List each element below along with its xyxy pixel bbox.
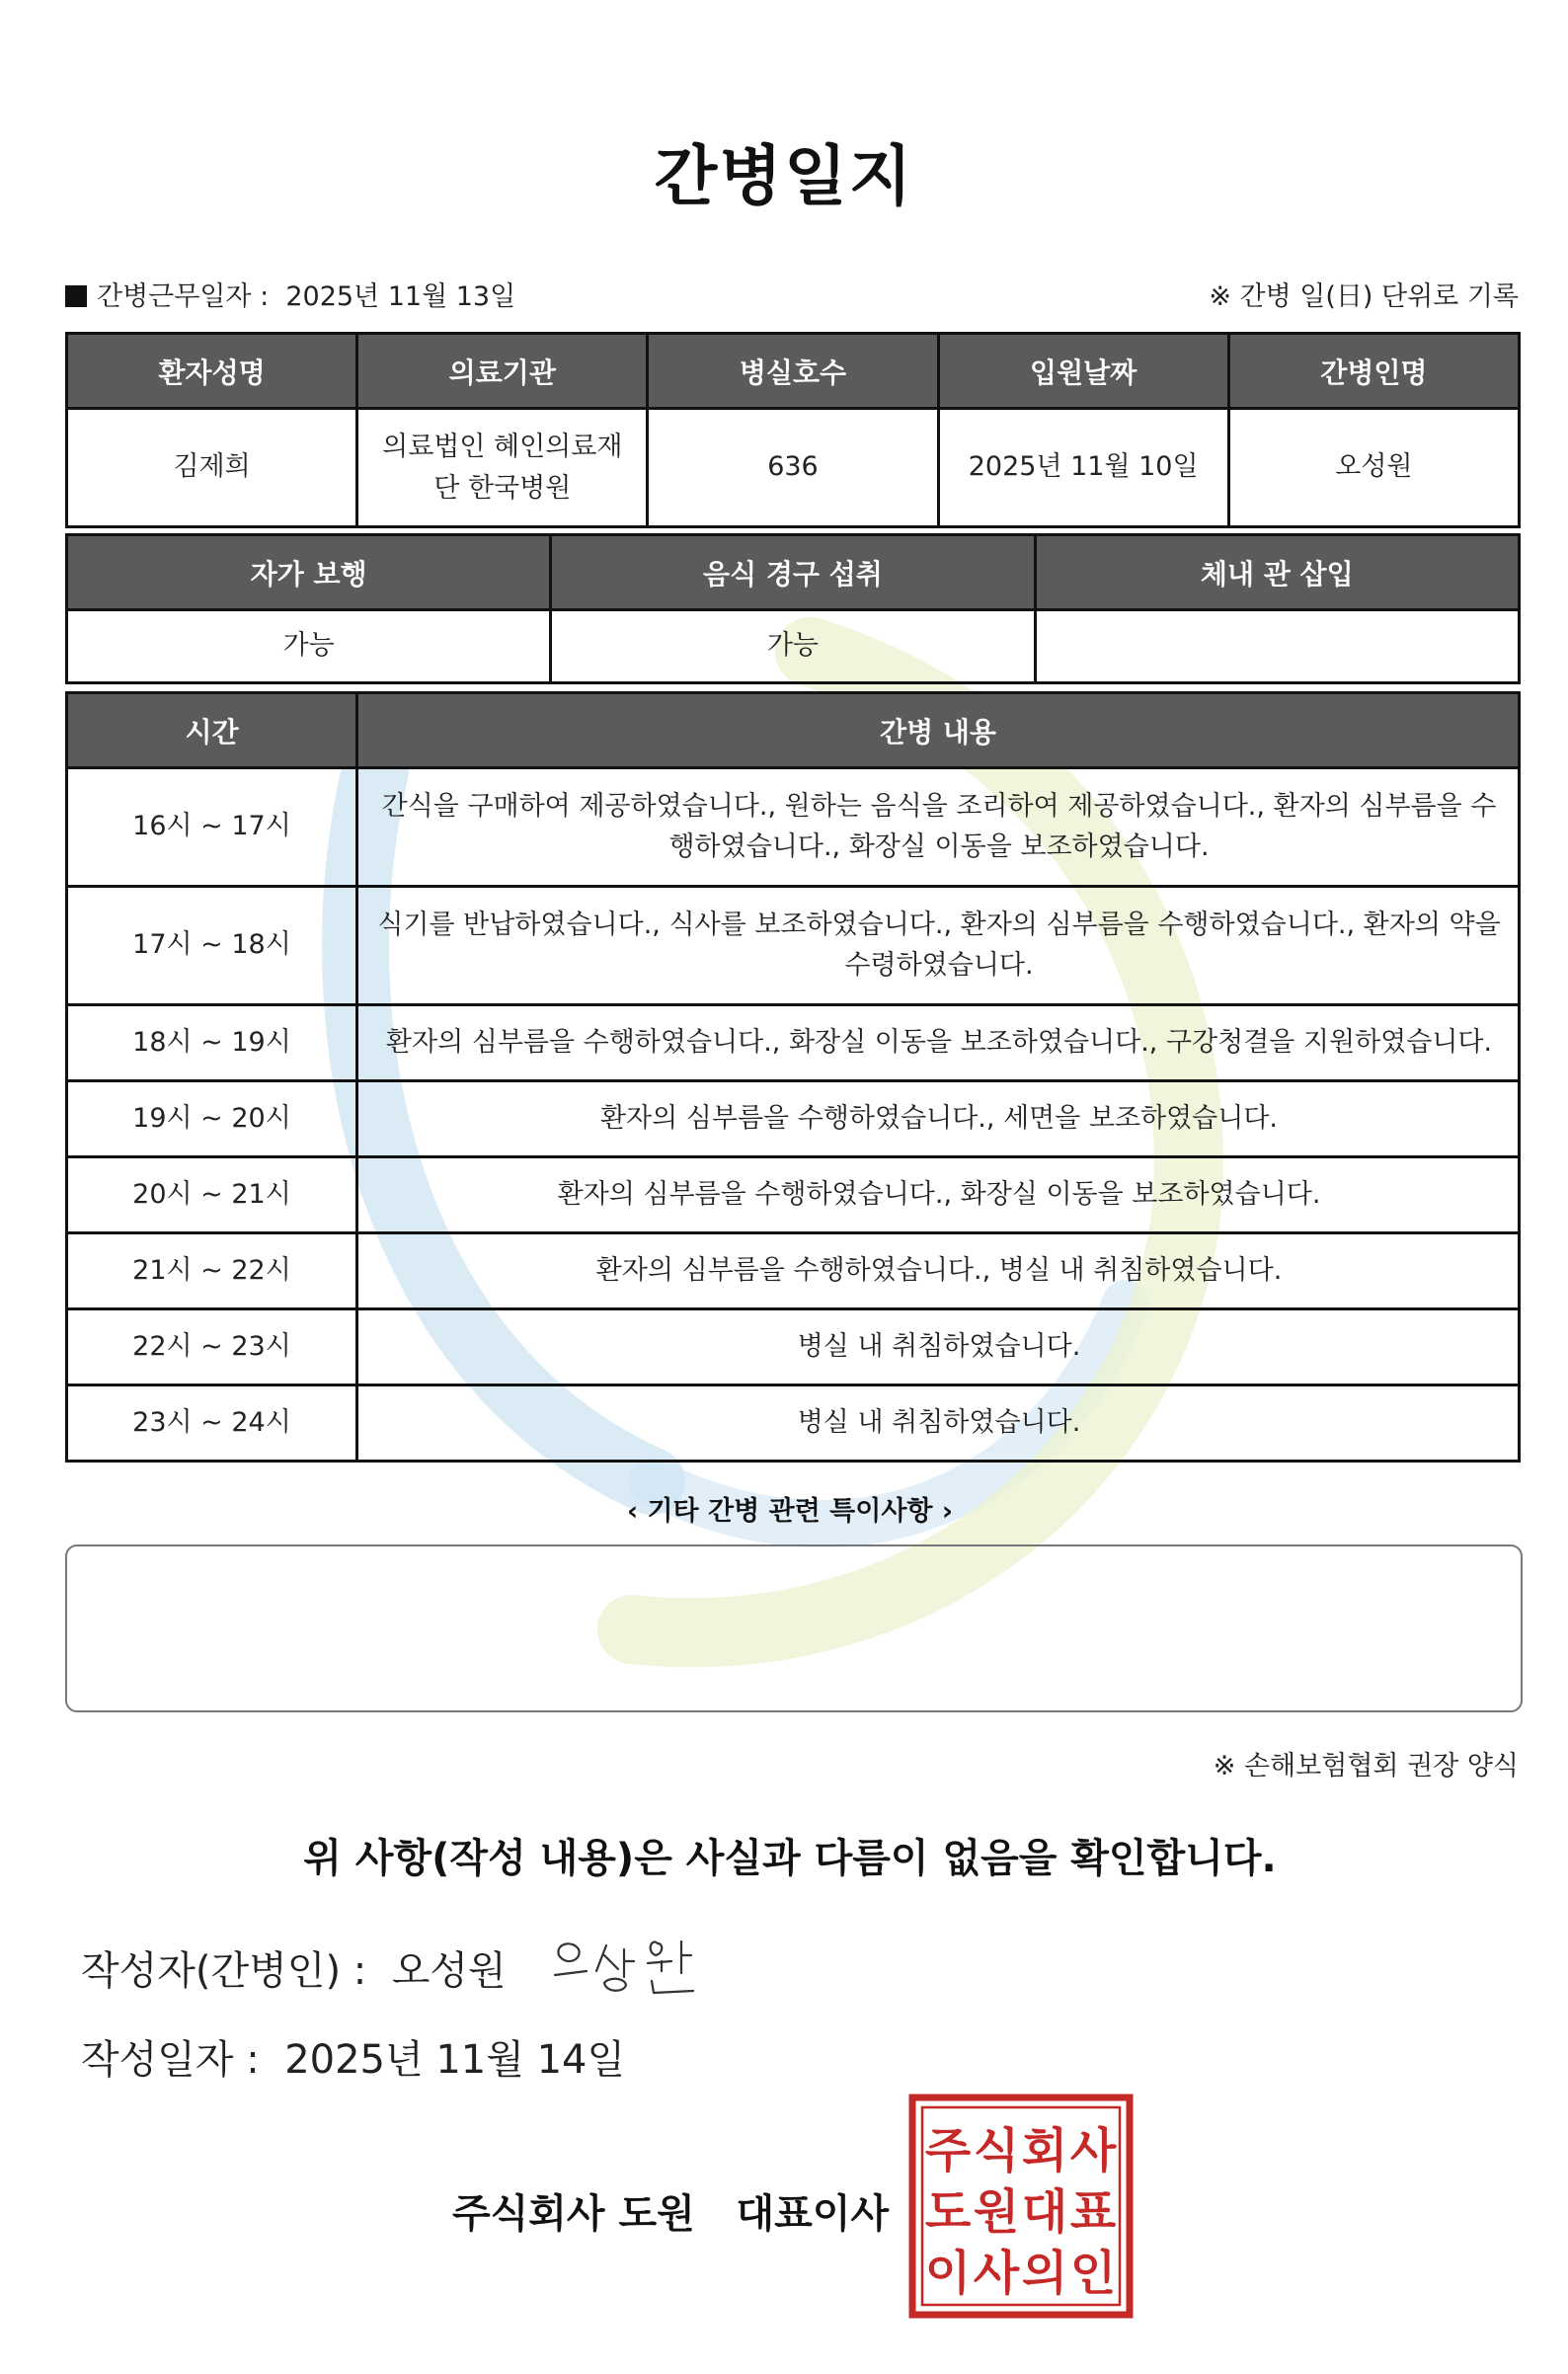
company-title: 대표이사 [736, 2191, 890, 2237]
table-row [67, 768, 1520, 887]
company-name: 주식회사 도원 [452, 2191, 695, 2237]
work-date-label: 간병근무일자 : [97, 281, 270, 312]
work-date-line [65, 275, 515, 313]
patient-status-table [65, 533, 1521, 684]
svg-text:인: 인 [1069, 2246, 1117, 2301]
svg-text:사: 사 [1069, 2123, 1117, 2178]
patient-info-table [65, 332, 1521, 528]
oral-intake-value: 가능 [551, 610, 1035, 683]
care-content-cell: 환자의 심부름을 수행하였습니다., 화장실 이동을 보조하였습니다., 구강청결을 지원하였습니다. [357, 1005, 1520, 1081]
care-log-table [65, 691, 1521, 1463]
care-content-cell: 환자의 심부름을 수행하였습니다., 세면을 보조하였습니다. [357, 1081, 1520, 1157]
writer-line [81, 1939, 507, 1996]
room-number: 636 [648, 409, 938, 527]
svg-text:주: 주 [924, 2123, 972, 2178]
svg-text:대: 대 [1021, 2184, 1068, 2240]
table-row [67, 1005, 1520, 1081]
time-cell: 23시 ~ 24시 [67, 1385, 357, 1462]
header-tube-insertion: 체내 관 삽입 [1035, 535, 1519, 610]
record-note: ※ 간병 일(日) 단위로 기록 [1209, 281, 1519, 312]
insurance-association-note: ※ 손해보험협회 권장 양식 [1213, 1751, 1519, 1781]
header-admission-date: 입원날짜 [938, 334, 1228, 409]
time-cell: 20시 ~ 21시 [67, 1157, 357, 1233]
square-bullet-icon [65, 285, 87, 307]
svg-text:원: 원 [973, 2184, 1020, 2240]
writer-name: 오성원 [391, 1948, 507, 1994]
document-title: 간병일지 [654, 138, 914, 214]
header-care-content: 간병 내용 [357, 693, 1520, 768]
time-cell: 16시 ~ 17시 [67, 768, 357, 887]
svg-text:도: 도 [924, 2184, 972, 2240]
table-row [67, 1233, 1520, 1309]
svg-text:회: 회 [1021, 2123, 1068, 2178]
special-notes-box [65, 1544, 1523, 1712]
caregiver-name: 오성원 [1228, 409, 1519, 527]
care-content-cell: 환자의 심부름을 수행하였습니다., 병실 내 취침하였습니다. [357, 1233, 1520, 1309]
svg-text:의: 의 [1021, 2246, 1068, 2301]
care-content-cell: 환자의 심부름을 수행하였습니다., 화장실 이동을 보조하였습니다. [357, 1157, 1520, 1233]
svg-text:식: 식 [973, 2123, 1020, 2178]
self-walking-value: 가능 [67, 610, 551, 683]
table-row [67, 887, 1520, 1005]
care-content-cell: 병실 내 취침하였습니다. [357, 1309, 1520, 1385]
svg-text:이: 이 [924, 2246, 972, 2301]
company-seal-stamp [908, 2094, 1134, 2319]
time-cell: 17시 ~ 18시 [67, 887, 357, 1005]
care-content-cell: 식기를 반납하였습니다., 식사를 보조하였습니다., 환자의 심부름을 수행하였습니다., 환자의 약을 수령하였습니다. [357, 887, 1520, 1005]
svg-text:사: 사 [973, 2246, 1020, 2301]
time-cell: 21시 ~ 22시 [67, 1233, 357, 1309]
time-cell: 22시 ~ 23시 [67, 1309, 357, 1385]
header-hospital: 의료기관 [357, 334, 648, 409]
time-cell: 19시 ~ 20시 [67, 1081, 357, 1157]
table-row [67, 1385, 1520, 1462]
handwritten-signature [549, 1932, 717, 2001]
header-room-number: 병실호수 [648, 334, 938, 409]
company-line [452, 2182, 889, 2239]
svg-text:표: 표 [1069, 2184, 1117, 2240]
table-row [67, 1309, 1520, 1385]
tube-insertion-value [1035, 610, 1519, 683]
confirmation-statement: 위 사항(작성 내용)은 사실과 다름이 없음을 확인합니다. [303, 1836, 1277, 1881]
work-date-value: 2025년 11월 13일 [285, 281, 516, 312]
admission-date: 2025년 11월 10일 [938, 409, 1228, 527]
care-content-cell: 간식을 구매하여 제공하였습니다., 원하는 음식을 조리하여 제공하였습니다., 환자의 심부름을 수행하였습니다., 화장실 이동을 보조하였습니다. [357, 768, 1520, 887]
patient-name: 김제희 [67, 409, 357, 527]
written-date-value: 2025년 11월 14일 [284, 2037, 626, 2083]
header-oral-intake: 음식 경구 섭취 [551, 535, 1035, 610]
care-content-cell: 병실 내 취침하였습니다. [357, 1385, 1520, 1462]
header-caregiver-name: 간병인명 [1228, 334, 1519, 409]
header-patient-name: 환자성명 [67, 334, 357, 409]
header-time: 시간 [67, 693, 357, 768]
table-row [67, 1157, 1520, 1233]
hospital-name: 의료법인 혜인의료재 단 한국병원 [357, 409, 648, 527]
written-date-label: 작성일자 : [81, 2037, 260, 2083]
table-row [67, 1081, 1520, 1157]
header-self-walking: 자가 보행 [67, 535, 551, 610]
time-cell: 18시 ~ 19시 [67, 1005, 357, 1081]
writer-label: 작성자(간병인) : [81, 1948, 367, 1994]
special-notes-title: ‹ 기타 간병 관련 특이사항 › [626, 1496, 954, 1527]
written-date-line [81, 2028, 625, 2085]
